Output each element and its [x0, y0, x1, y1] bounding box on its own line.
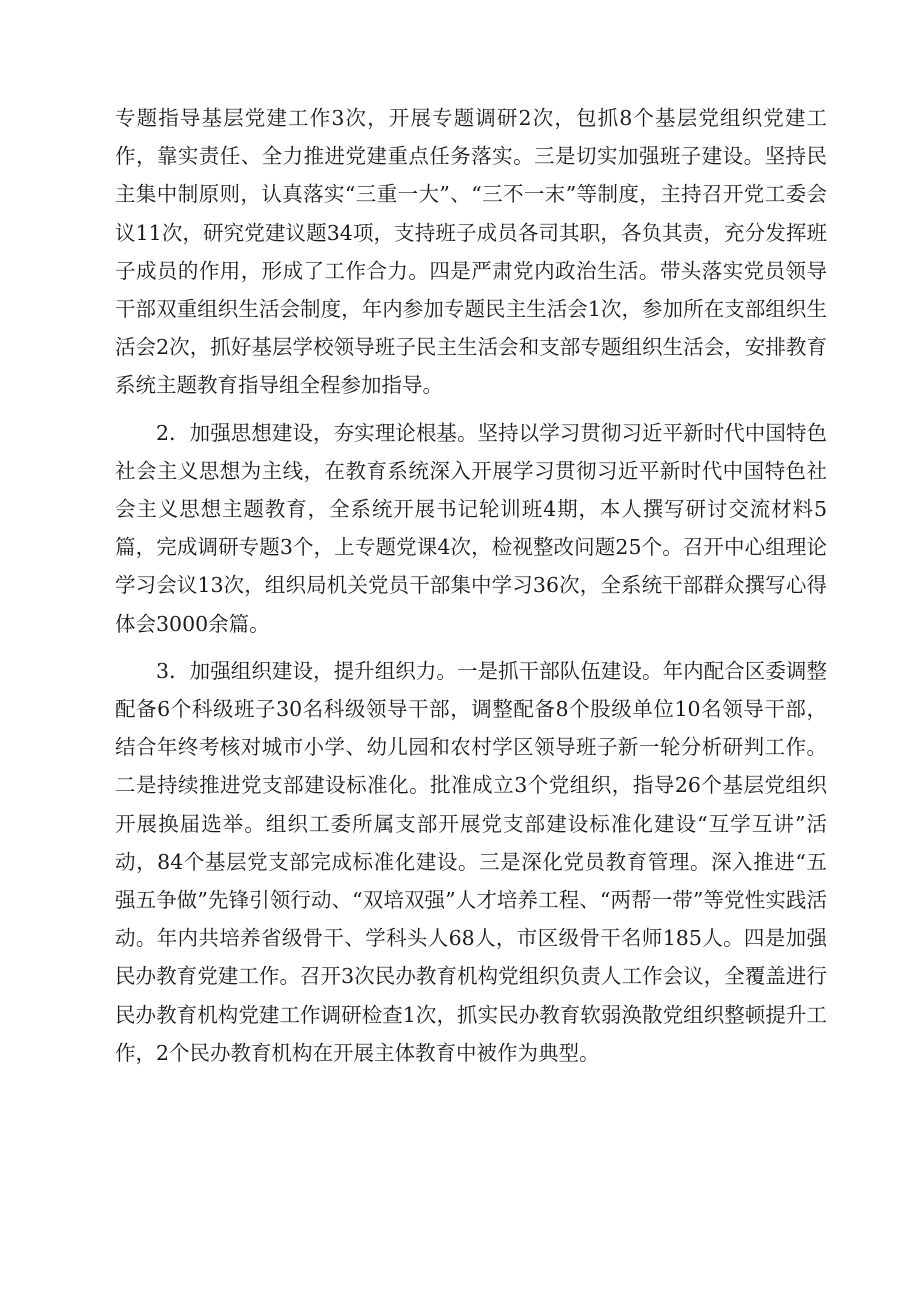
document-body — [115, 99, 827, 1072]
paragraph-ideological-building: 2．加强思想建设，夯实理论根基。坚持以学习贯彻习近平新时代中国特色社会主义思想为主线，在教育系统深入开展学习贯彻习近平新时代中国特色社会主义思想主题教育，全系统开展书记轮训班4期，本人撰写研讨交流材料5篇，完成调研专题3个，上专题党课4次，检视整改问题25个。召开中心组理论学习会议13次，组织局机关党员干部集中学习36次，全系统干部群众撰写心得体会3000余篇。 — [115, 420, 827, 636]
paragraph-party-building-continued: 专题指导基层党建工作3次，开展专题调研2次，包抓8个基层党组织党建工作，靠实责任、全力推进党建重点任务落实。三是切实加强班子建设。坚持民主集中制原则，认真落实“三重一大”、“三不一末”等制度，主持召开党工委会议11次，研究党建议题34项，支持班子成员各司其职，各负其责，充分发挥班子成员的作用，形成了工作合力。四是严肃党内政治生活。带头落实党员领导干部双重组织生活会制度，年内参加专题民主生活会1次，参加所在支部组织生活会2次，抓好基层学校领导班子民主生活会和支部专题组织生活会，安排教育系统主题教育指导组全程参加指导。 — [115, 106, 827, 398]
paragraph-organizational-building: 3．加强组织建设，提升组织力。一是抓干部队伍建设。年内配合区委调整配备6个科级班子30名科级领导干部，调整配备8个股级单位10名领导干部，结合年终考核对城市小学、幼儿园和农村学区领导班子新一轮分析研判工作。二是持续推进党支部建设标准化。批准成立3个党组织，指导26个基层党组织开展换届选举。组织工委所属支部开展党支部建设标准化建设“互学互讲”活动，84个基层党支部完成标准化建设。三是深化党员教育管理。深入推进“五强五争做”先锋引领行动、“双培双强”人才培养工程、“两帮一带”等党性实践活动。年内共培养省级骨干、学科头人68人，市区级骨干名师185人。四是加强民办教育党建工作。召开3次民办教育机构党组织负责人工作会议，全覆盖进行民办教育机构党建工作调研检查1次，抓实民办教育软弱涣散党组织整顿提升工作，2个民办教育机构在开展主体教育中被作为典型。 — [115, 658, 827, 1065]
